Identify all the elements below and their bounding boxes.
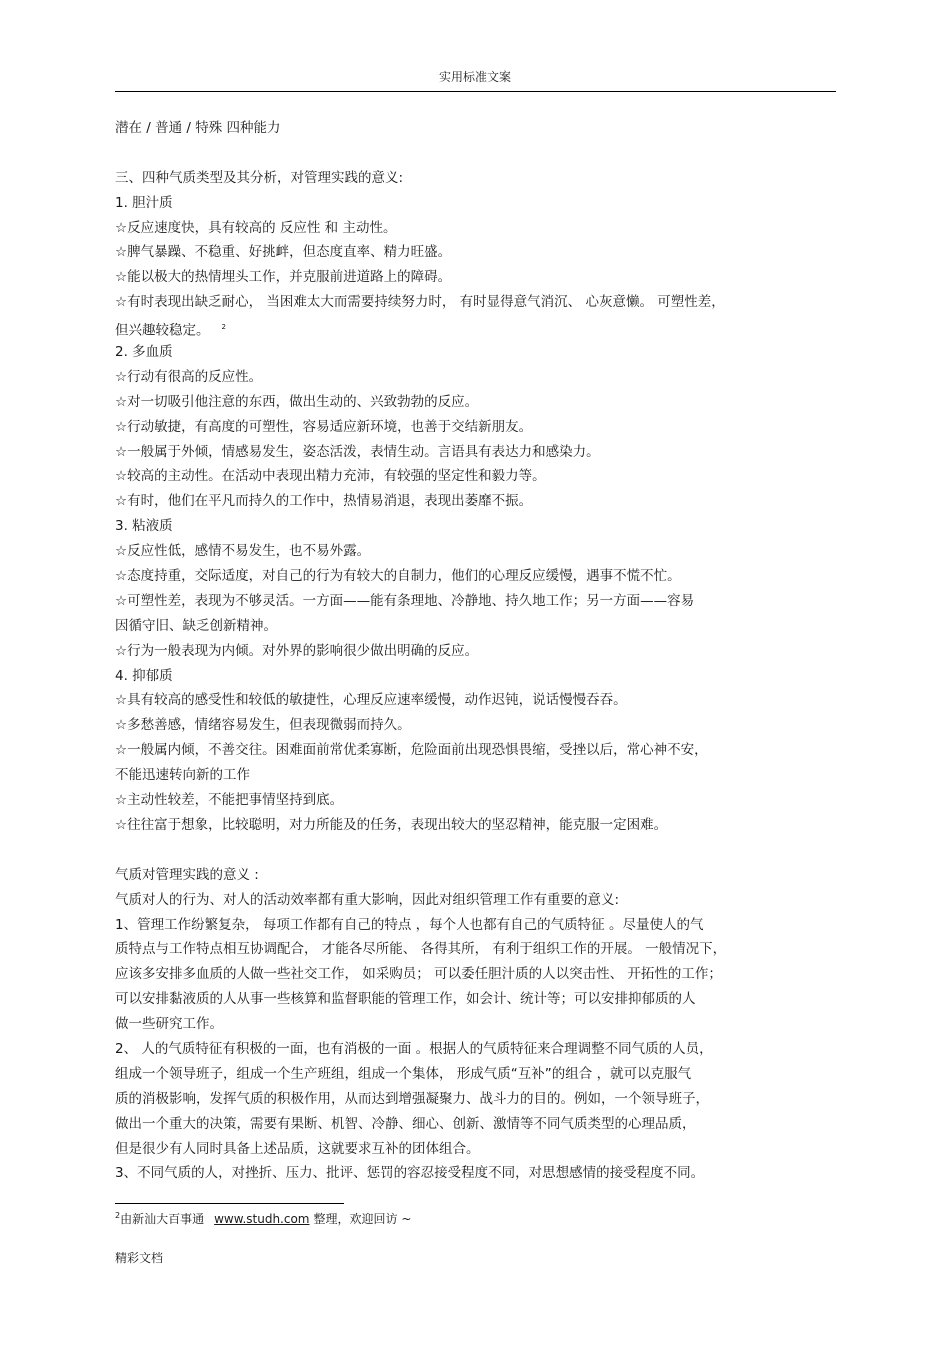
header-rule bbox=[115, 91, 836, 92]
footnote-rule bbox=[115, 1203, 344, 1204]
text-line: ☆有时表现出缺乏耐心， 当困难太大而需要持续努力时， 有时显得意气消沉、 心灰意懒。 可塑性差， bbox=[115, 294, 725, 311]
page-footer: 精彩文档 bbox=[115, 1251, 164, 1265]
text-line: 不能迅速转向新的工作 bbox=[115, 767, 250, 784]
footnote-prefix: 由新汕大百事通 bbox=[120, 1212, 205, 1226]
text-line: ☆行为一般表现为内倾。对外界的影响很少做出明确的反应。 bbox=[115, 642, 479, 659]
text-line: 但是很少有人同时具备上述品质，这就要求互补的团体组合。 bbox=[115, 1140, 480, 1157]
text-line: 气质对人的行为、对人的活动效率都有重大影响，因此对组织管理工作有重要的意义: bbox=[115, 891, 620, 908]
text-line: 2、 人的气质特征有积极的一面，也有消极的一面 。根据人的气质特征来合理调整不同气质的人员， bbox=[115, 1040, 713, 1057]
text-line: ☆一般属于外倾，情感易发生，姿态活泼，表情生动。言语具有表达力和感染力。 bbox=[115, 443, 600, 460]
text-line: ☆反应性低，感情不易发生，也不易外露。 bbox=[115, 543, 371, 560]
subheading-melancholic: 4. 抑郁质 bbox=[115, 667, 173, 684]
blank-line bbox=[115, 141, 827, 166]
text-line: 应该多安排多血质的人做一些社交工作， 如采购员； 可以委任胆汁质的人以突击性、 开拓性的工作； bbox=[115, 966, 722, 983]
text-line: ☆主动性较差，不能把事情坚持到底。 bbox=[115, 792, 344, 809]
text-line: ☆对一切吸引他注意的东西，做出生动的、兴致勃勃的反应。 bbox=[115, 393, 479, 410]
text-line: ☆脾气暴躁、不稳重、好挑衅，但态度直率、精力旺盛。 bbox=[115, 244, 452, 261]
page-header-title: 实用标准文案 bbox=[438, 70, 511, 84]
text-line: ☆能以极大的热情埋头工作，并克服前进道路上的障碍。 bbox=[115, 269, 452, 286]
text-line: ☆有时，他们在平凡而持久的工作中，热情易消退，表现出萎靡不振。 bbox=[115, 493, 533, 510]
text-line: 做一些研究工作。 bbox=[115, 1016, 223, 1033]
text-line-with-footnote bbox=[115, 315, 827, 340]
text-line: 组成一个领导班子，组成一个生产班组，组成一个集体， 形成气质“互补”的组合 ，就可以克服气 bbox=[115, 1065, 692, 1082]
text-line: 做出一个重大的决策，需要有果断、机智、冷静、细心、创新、激情等不同气质类型的心理品质， bbox=[115, 1115, 696, 1132]
text-line: 质特点与工作特点相互协调配合， 才能各尽所能、 各得其所， 有利于组织工作的开展。 一般情况下， bbox=[115, 941, 727, 958]
subheading-phlegmatic: 3. 粘液质 bbox=[115, 518, 173, 535]
text-line: 可以安排黏液质的人从事一些核算和监督职能的管理工作，如会计、统计等；可以安排抑郁质的人 bbox=[115, 991, 696, 1008]
text-line: ☆行动有很高的反应性。 bbox=[115, 368, 263, 385]
text-line: ☆一般属内倾，不善交往。困难面前常优柔寡断，危险面前出现恐惧畏缩，受挫以后，常心神不安， bbox=[115, 742, 708, 759]
section-heading: 三、四种气质类型及其分析，对管理实践的意义: bbox=[115, 169, 404, 186]
text-line: 3、不同气质的人，对挫折、压力、批评、惩罚的容忍接受程度不同，对思想感情的接受程度不同。 bbox=[115, 1165, 705, 1182]
text-line: ☆态度持重，交际适度，对自己的行为有较大的自制力，他们的心理反应缓慢，遇事不慌不忙。 bbox=[115, 568, 681, 585]
text-line: ☆反应速度快，具有较高的 反应性 和 主动性。 bbox=[115, 219, 397, 236]
text-line: 因循守旧、缺乏创新精神。 bbox=[115, 617, 277, 634]
text-line: 潜在 / 普通 / 特殊 四种能力 bbox=[115, 120, 281, 136]
text-line: ☆多愁善感，情绪容易发生，但表现微弱而持久。 bbox=[115, 717, 411, 734]
text-line: ☆具有较高的感受性和较低的敏捷性，心理反应速率缓慢，动作迟钝，说话慢慢吞吞。 bbox=[115, 692, 627, 709]
text-line: ☆往往富于想象，比较聪明，对力所能及的任务，表现出较大的坚忍精神，能克服一定困难。 bbox=[115, 816, 668, 833]
footnote-suffix: 整理，欢迎回访 ~ bbox=[313, 1212, 412, 1226]
footnote bbox=[115, 1210, 411, 1227]
footnote-reference[interactable]: 2 bbox=[221, 323, 226, 332]
text-line: ☆较高的主动性。在活动中表现出精力充沛，有较强的坚定性和毅力等。 bbox=[115, 468, 546, 485]
text-line: 质的消极影响，发挥气质的积极作用，从而达到增强凝聚力、战斗力的目的。例如，一个领导班子， bbox=[115, 1090, 709, 1107]
text-line: ☆可塑性差，表现为不够灵活。一方面——能有条理地、冷静地、持久地工作；另一方面——容易 bbox=[115, 592, 695, 609]
footnote-number: 2 bbox=[115, 1211, 121, 1220]
blank-line bbox=[115, 838, 827, 863]
text-line-body: 但兴趣较稳定。 bbox=[115, 322, 210, 339]
document-body bbox=[115, 116, 827, 1186]
text-line: 1、管理工作纷繁复杂， 每项工作都有自己的特点 ，每个人也都有自己的气质特征 。尽量使人的气 bbox=[115, 916, 704, 933]
section-heading: 气质对管理实践的意义 : bbox=[115, 866, 259, 883]
text-line: ☆行动敏捷，有高度的可塑性，容易适应新环境，也善于交结新朋友。 bbox=[115, 418, 533, 435]
subheading-sanguine: 2. 多血质 bbox=[115, 344, 173, 361]
footnote-link[interactable]: www.studh.com bbox=[214, 1212, 310, 1226]
subheading-choleric: 1. 胆汁质 bbox=[115, 194, 173, 211]
